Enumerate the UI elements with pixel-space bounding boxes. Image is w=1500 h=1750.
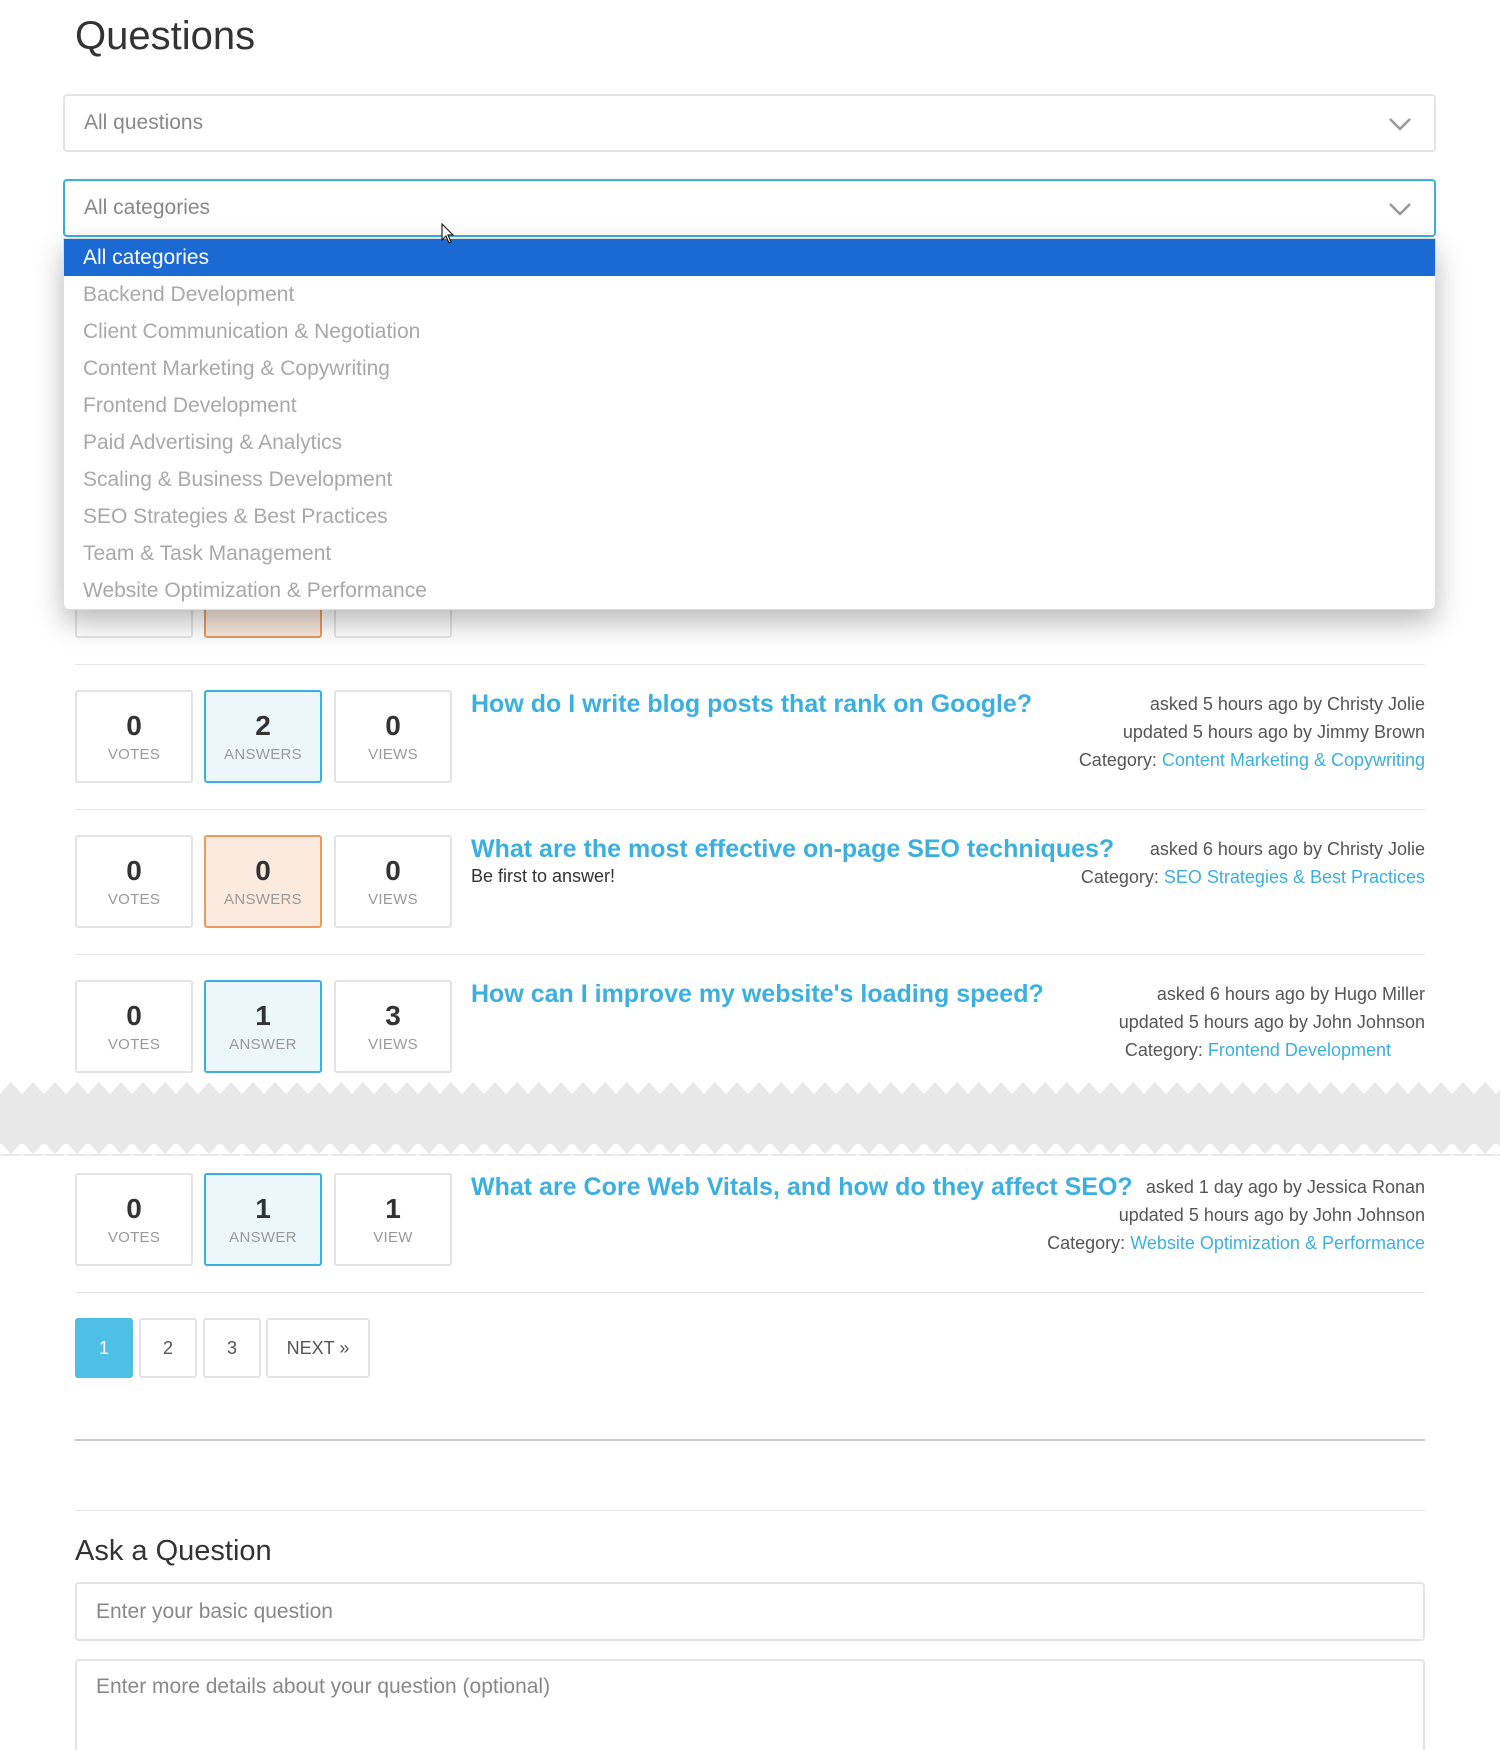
page-2-button[interactable]: 2 — [139, 1318, 197, 1378]
row-divider — [75, 1292, 1425, 1293]
category-link[interactable]: Frontend Development — [1207, 1040, 1391, 1060]
answers-count: 1 — [255, 1000, 271, 1031]
answers-box — [204, 980, 322, 1073]
asked-info: asked 6 hours ago by Christy Jolie — [1149, 839, 1425, 859]
dropdown-option-website-optimization[interactable]: Website Optimization & Performance — [83, 579, 427, 602]
votes-label: VOTES — [107, 746, 161, 763]
views-label: VIEW — [373, 1229, 413, 1246]
updated-info: updated 5 hours ago by John Johnson — [1118, 1205, 1425, 1225]
views-count: 0 — [385, 855, 401, 886]
answers-label: ANSWERS — [224, 891, 302, 908]
dropdown-option-scaling-business[interactable]: Scaling & Business Development — [83, 468, 393, 491]
views-count: 1 — [385, 1193, 401, 1224]
question-details-textarea[interactable] — [75, 1659, 1425, 1750]
votes-box — [75, 690, 193, 783]
answers-box — [204, 1173, 322, 1266]
category-line — [1081, 863, 1425, 891]
dropdown-option-client-communication[interactable]: Client Communication & Negotiation — [83, 320, 421, 343]
question-row — [75, 690, 1425, 786]
dropdown-option-frontend-development[interactable]: Frontend Development — [83, 394, 297, 417]
votes-box — [75, 980, 193, 1073]
row-divider — [75, 954, 1425, 955]
row-divider — [75, 664, 1425, 665]
question-meta — [1118, 980, 1425, 1064]
dropdown-option-all-categories[interactable]: All categories — [64, 239, 1435, 276]
question-row — [75, 835, 1425, 931]
category-prefix: Category: — [1078, 750, 1157, 770]
updated-info: updated 5 hours ago by John Johnson — [1118, 1012, 1425, 1032]
question-meta — [1079, 690, 1425, 774]
category-line — [1119, 1036, 1391, 1064]
category-link[interactable]: Website Optimization & Performance — [1130, 1233, 1425, 1253]
votes-count: 0 — [126, 710, 142, 741]
answers-box — [204, 690, 322, 783]
votes-count: 0 — [126, 1193, 142, 1224]
next-page-button[interactable]: NEXT » — [266, 1318, 370, 1378]
mouse-cursor-icon — [441, 223, 455, 245]
dropdown-option-seo-strategies[interactable]: SEO Strategies & Best Practices — [83, 505, 388, 528]
views-label: VIEWS — [368, 891, 418, 908]
views-label: VIEWS — [368, 746, 418, 763]
views-count: 0 — [385, 710, 401, 741]
section-divider — [75, 1439, 1425, 1441]
votes-label: VOTES — [107, 1229, 161, 1246]
votes-box — [75, 1173, 193, 1266]
answers-count: 2 — [255, 710, 271, 741]
page-1-button[interactable]: 1 — [75, 1318, 133, 1378]
votes-count: 0 — [126, 855, 142, 886]
categories-filter-value: All categories — [84, 196, 211, 219]
views-box — [334, 835, 452, 928]
dropdown-option-backend-development[interactable]: Backend Development — [83, 283, 295, 306]
question-meta — [1047, 1173, 1425, 1257]
question-title-link[interactable]: How do I write blog posts that rank on Google? — [471, 690, 1033, 718]
row-divider — [75, 1510, 1425, 1511]
question-row — [75, 1173, 1425, 1269]
chevron-down-icon — [1388, 114, 1412, 134]
questions-filter-value: All questions — [84, 111, 204, 134]
categories-filter-select[interactable] — [63, 179, 1436, 237]
answers-box — [204, 835, 322, 928]
answers-label: ANSWER — [229, 1036, 297, 1053]
views-box — [334, 980, 452, 1073]
views-box — [334, 1173, 452, 1266]
page-title: Questions — [75, 14, 256, 58]
ask-question-heading: Ask a Question — [75, 1535, 272, 1567]
dropdown-option-team-task[interactable]: Team & Task Management — [83, 542, 332, 565]
chevron-down-icon — [1388, 199, 1412, 219]
question-row — [75, 980, 1425, 1076]
categories-dropdown-list — [63, 238, 1436, 610]
answers-label: ANSWER — [229, 1229, 297, 1246]
asked-info: asked 1 day ago by Jessica Ronan — [1145, 1177, 1425, 1197]
category-line — [1079, 746, 1425, 774]
votes-count: 0 — [126, 1000, 142, 1031]
category-prefix: Category: — [1047, 1233, 1126, 1253]
asked-info: asked 5 hours ago by Christy Jolie — [1149, 694, 1425, 714]
question-title-link[interactable]: What are Core Web Vitals, and how do they affect SEO? — [471, 1173, 1133, 1201]
question-input[interactable] — [75, 1582, 1425, 1641]
row-divider — [75, 809, 1425, 810]
category-link[interactable]: SEO Strategies & Best Practices — [1163, 867, 1425, 887]
asked-info: asked 6 hours ago by Hugo Miller — [1156, 984, 1425, 1004]
be-first-note: Be first to answer! — [471, 866, 616, 886]
dropdown-option-content-marketing[interactable]: Content Marketing & Copywriting — [83, 357, 390, 380]
questions-filter-select[interactable] — [63, 94, 1436, 152]
question-title-link[interactable]: What are the most effective on-page SEO techniques? — [471, 835, 1115, 863]
torn-edge-separator — [0, 1082, 1500, 1160]
dropdown-option-paid-advertising[interactable]: Paid Advertising & Analytics — [83, 431, 343, 454]
page-3-button[interactable]: 3 — [203, 1318, 261, 1378]
category-prefix: Category: — [1080, 867, 1159, 887]
category-line — [1047, 1229, 1425, 1257]
views-box — [334, 690, 452, 783]
answers-label: ANSWERS — [224, 746, 302, 763]
updated-info: updated 5 hours ago by Jimmy Brown — [1122, 722, 1425, 742]
answers-count: 1 — [255, 1193, 271, 1224]
votes-label: VOTES — [107, 1036, 161, 1053]
question-meta — [1081, 835, 1425, 891]
category-link[interactable]: Content Marketing & Copywriting — [1161, 750, 1425, 770]
answers-count: 0 — [255, 855, 271, 886]
votes-label: VOTES — [107, 891, 161, 908]
views-label: VIEWS — [368, 1036, 418, 1053]
votes-box — [75, 835, 193, 928]
question-title-link[interactable]: How can I improve my website's loading speed? — [471, 980, 1044, 1008]
category-prefix: Category: — [1124, 1040, 1203, 1060]
views-count: 3 — [385, 1000, 401, 1031]
